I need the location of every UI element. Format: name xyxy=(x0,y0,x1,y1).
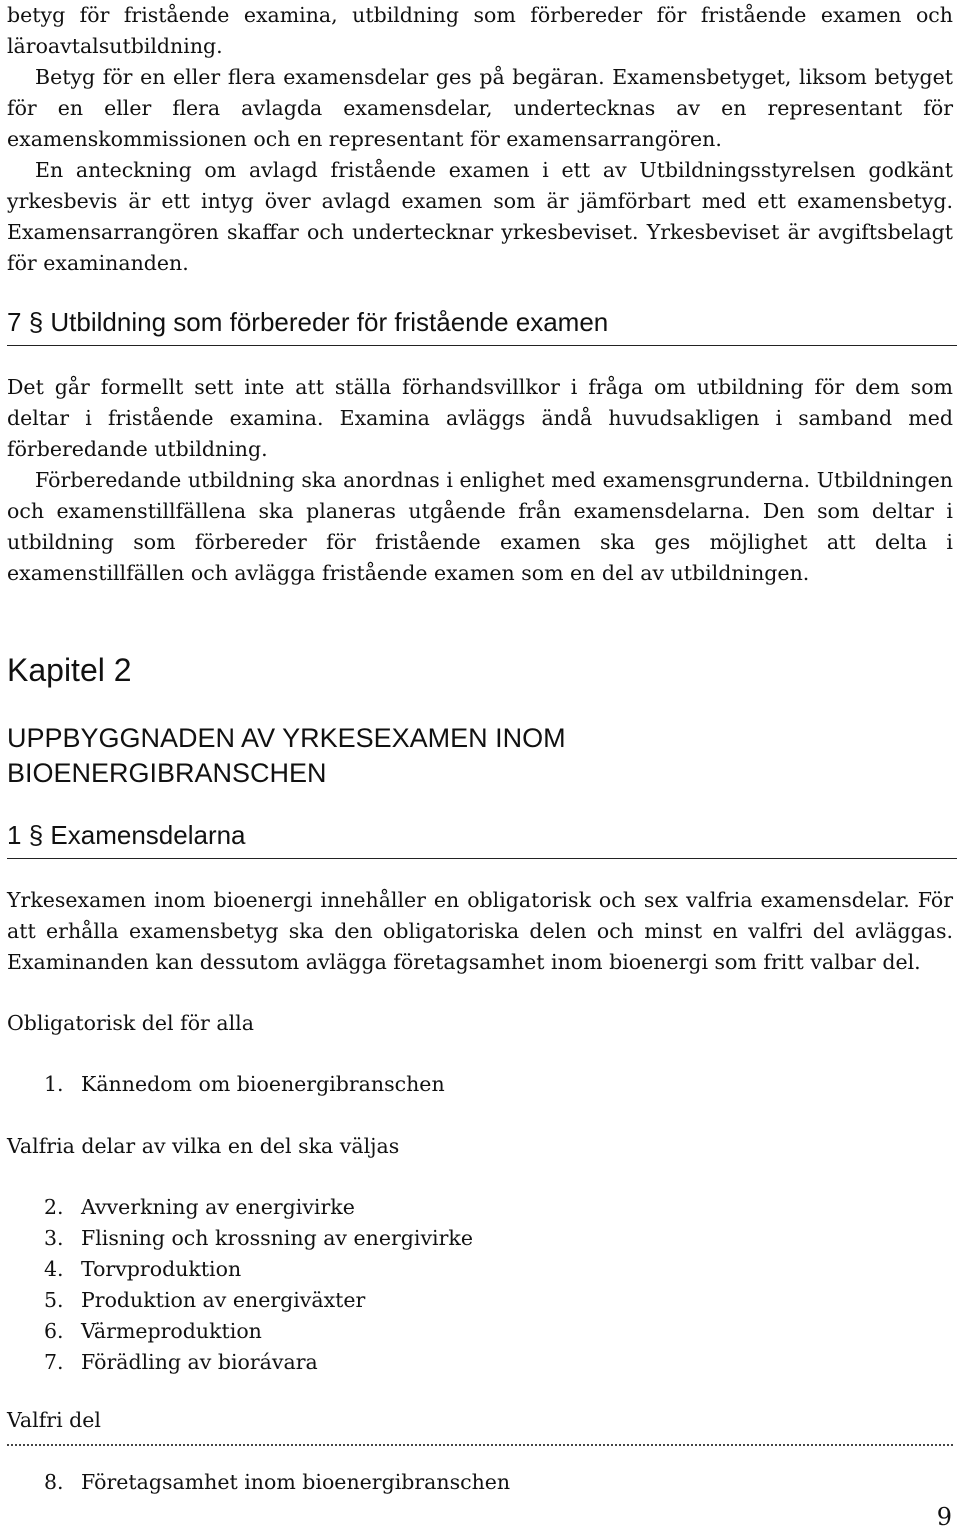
optional-label: Valfria delar av vilka en del ska väljas xyxy=(7,1134,400,1158)
optional-list xyxy=(44,1192,473,1378)
section-title: Examensdelarna xyxy=(50,820,246,850)
free-label: Valfri del xyxy=(7,1408,101,1432)
list-item: 5. Produktion av energiväxter xyxy=(44,1288,366,1312)
section-number: 7 xyxy=(7,307,22,337)
paragraph-continuation: betyg för fristående examina, utbildning som förbereder för fristående examen och läroavtalsutbildning. xyxy=(7,3,953,58)
paragraph-vocational-proof: En anteckning om avlagd fristående examen i ett av Utbildningsstyrelsen godkänt yrkesbevis är ett intyg över avlagd examen som är jämförbart med ett examensbetyg. Examensarrangören skaffar och undertecknar yrkesbeviset. Yrkesbeviset är avgiftsbelagt för examinanden. xyxy=(7,158,953,275)
free-list xyxy=(44,1467,510,1498)
dotted-divider xyxy=(7,1444,953,1446)
list-item: 6. Värmeproduktion xyxy=(44,1319,262,1343)
chapter-title-line1: UPPBYGGNADEN AV YRKESEXAMEN INOM xyxy=(7,723,566,753)
paragraph-symbol: § xyxy=(28,820,44,850)
paragraph-symbol: § xyxy=(28,307,44,337)
section-heading-1 xyxy=(7,818,957,859)
paragraph-exam-parts: Yrkesexamen inom bioenergi innehåller en obligatorisk och sex valfria examensdelar. För att erhålla examensbetyg ska den obligatoriska delen och minst en valfri del avläggas. Examinanden kan dessutom avlägga företagsamhet inom bioenergi som fritt valbar del. xyxy=(7,888,953,974)
list-item: 2. Avverkning av energivirke xyxy=(44,1195,355,1219)
list-item: 3. Flisning och krossning av energivirke xyxy=(44,1226,473,1250)
chapter-title-line2: BIOENERGIBRANSCHEN xyxy=(7,758,327,788)
list-item: 1. Kännedom om bioenergibranschen xyxy=(44,1072,445,1096)
section-number: 1 xyxy=(7,820,22,850)
paragraph-preparatory-training: Förberedande utbildning ska anordnas i enlighet med examensgrunderna. Utbildningen och examenstillfällena ska planeras utgående från examensdelarna. Den som deltar i utbildning som förbereder för fristående examen ska ges möjlighet att delta i examenstillfällen och avlägga fristående examen som en del av utbildningen. xyxy=(7,468,953,585)
section-heading-7 xyxy=(7,305,957,346)
page-number: 9 xyxy=(936,1503,952,1531)
paragraph-certificate: Betyg för en eller flera examensdelar ges på begäran. Examensbetyget, liksom betyget för en eller flera avlagda examensdelar, undertecknas av en representant för examenskommissionen och en representant för examensarrangören. xyxy=(7,65,953,151)
list-item: 4. Torvproduktion xyxy=(44,1257,242,1281)
mandatory-label: Obligatorisk del för alla xyxy=(7,1011,254,1035)
section-title: Utbildning som förbereder för fristående examen xyxy=(50,307,609,337)
paragraph-prerequisites: Det går formellt sett inte att ställa förhandsvillkor i fråga om utbildning för dem som deltar i fristående examina. Examina avläggs ändå huvudsakligen i samband med förberedande utbildning. xyxy=(7,375,953,461)
chapter-label: Kapitel 2 xyxy=(7,652,132,688)
list-item: 7. Förädling av biorávara xyxy=(44,1350,318,1374)
mandatory-list xyxy=(44,1069,445,1100)
list-item: 8. Företagsamhet inom bioenergibranschen xyxy=(44,1470,511,1494)
